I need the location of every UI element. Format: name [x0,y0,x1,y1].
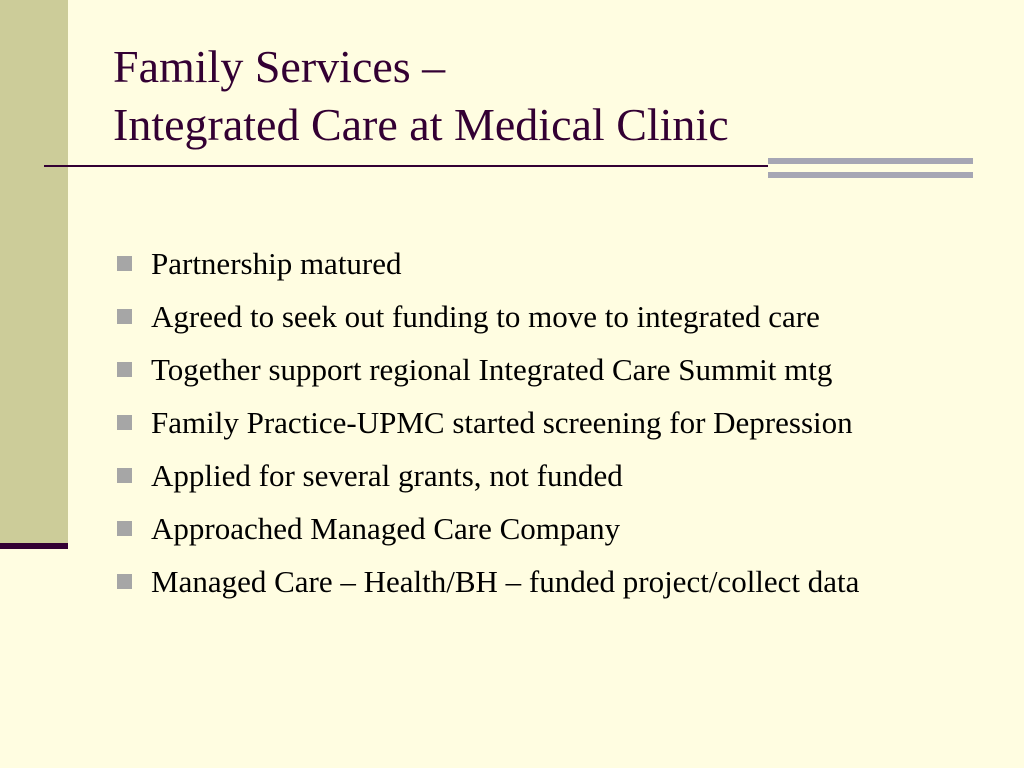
square-bullet-icon [117,362,132,377]
bullet-text: Partnership matured [151,245,402,281]
bullet-text: Together support regional Integrated Care Summit mtg [151,351,833,387]
bullet-list [117,237,859,608]
bullet-text: Managed Care – Health/BH – funded project/collect data [151,563,860,599]
bullet-text: Agreed to seek out funding to move to integrated care [151,298,820,334]
bullet-item [117,290,859,343]
bullet-item [117,449,859,502]
square-bullet-icon [117,521,132,536]
square-bullet-icon [117,574,132,589]
bullet-item [117,502,859,555]
title-rule-accent-bottom [768,172,973,178]
bullet-text: Applied for several grants, not funded [151,457,623,493]
title-rule-accent-top [768,158,973,164]
square-bullet-icon [117,415,132,430]
bullet-text: Family Practice-UPMC started screening for Depression [151,404,853,440]
left-decorative-bar [0,0,68,544]
slide-title-line-1: Family Services – [113,41,446,92]
title-underline-rule [44,165,768,167]
bullet-item [117,237,859,290]
slide-title [113,38,729,154]
bullet-item [117,555,859,608]
left-bar-accent-line [0,543,68,549]
slide-title-line-2: Integrated Care at Medical Clinic [113,99,729,150]
square-bullet-icon [117,468,132,483]
square-bullet-icon [117,309,132,324]
bullet-item [117,396,859,449]
bullet-text: Approached Managed Care Company [151,510,621,546]
square-bullet-icon [117,256,132,271]
bullet-item [117,343,859,396]
